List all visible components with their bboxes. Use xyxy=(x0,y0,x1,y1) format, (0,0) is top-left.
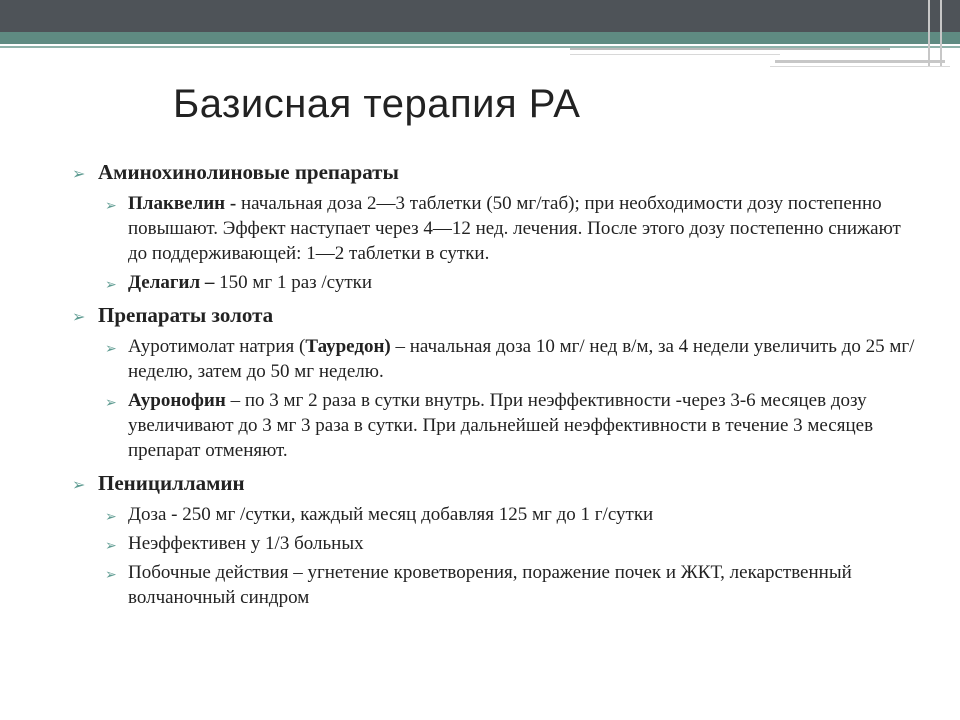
arrow-bullet-icon: ➢ xyxy=(105,538,117,554)
corner-decoration xyxy=(928,0,942,66)
item-text: Неэффективен у 1/3 больных xyxy=(128,533,364,554)
item-text: Доза - 250 мг /сутки, каждый месяц добавляя 125 мг до 1 г/сутки xyxy=(128,504,654,525)
drug-name: Тауредон) xyxy=(305,336,391,357)
arrow-bullet-icon: ➢ xyxy=(105,341,117,357)
item-text: Ауротимолат натрия ( xyxy=(128,336,306,357)
drug-name: Делагил – xyxy=(128,272,220,293)
slide-title: Базисная терапия РА xyxy=(173,82,581,126)
item-text: – начальная доза 10 мг/ нед в/м, за 4 недели увеличить до 25 мг/ неделю, затем до 50 мг неделю. xyxy=(128,336,915,382)
arrow-bullet-icon: ➢ xyxy=(105,509,117,525)
decor-line xyxy=(570,54,780,55)
item-text: начальная доза 2—3 таблетки (50 мг/таб); при необходимости дозу постепенно повышают. Эффект наступает через 4—12 нед. лечения. После этого дозу постепенно снижают до поддерживающей: 1—2 таблетки в сутки. xyxy=(128,193,901,264)
decor-line xyxy=(770,66,950,67)
arrow-bullet-icon: ➢ xyxy=(105,567,117,583)
drug-name: Плаквелин - xyxy=(128,193,241,214)
decor-line xyxy=(570,48,890,50)
list-item xyxy=(72,388,922,463)
arrow-bullet-icon: ➢ xyxy=(72,307,86,326)
decor-line xyxy=(775,60,945,63)
section-heading: ➢ Пеницилламин xyxy=(72,471,245,495)
list-item xyxy=(72,270,922,295)
item-text: 150 мг 1 раз /сутки xyxy=(219,272,373,293)
arrow-bullet-icon: ➢ xyxy=(105,395,117,411)
arrow-bullet-icon: ➢ xyxy=(72,164,86,183)
arrow-bullet-icon: ➢ xyxy=(105,277,117,293)
item-text: Побочные действия – угнетение кроветворения, поражение почек и ЖКТ, лекарственный волчаночный синдром xyxy=(128,562,852,608)
list-item xyxy=(72,334,922,384)
list-item xyxy=(72,560,922,610)
section-heading: ➢ Аминохинолиновые препараты xyxy=(72,160,399,184)
slide-content xyxy=(72,160,922,614)
arrow-bullet-icon: ➢ xyxy=(105,198,117,214)
list-item xyxy=(72,531,922,556)
section-heading: ➢ Препараты золота xyxy=(72,303,274,327)
top-bar xyxy=(0,0,960,32)
accent-band xyxy=(0,32,960,44)
arrow-bullet-icon: ➢ xyxy=(72,475,86,494)
list-item xyxy=(72,191,922,266)
drug-name: Ауронофин xyxy=(128,390,226,411)
list-item xyxy=(72,502,922,527)
item-text: – по 3 мг 2 раза в сутки внутрь. При неэффективности -через 3-6 месяцев дозу увеличивают до 3 мг 3 раза в сутки. При дальнейшей неэффективности в течение 3 месяцев препарат отменяют. xyxy=(128,390,874,461)
